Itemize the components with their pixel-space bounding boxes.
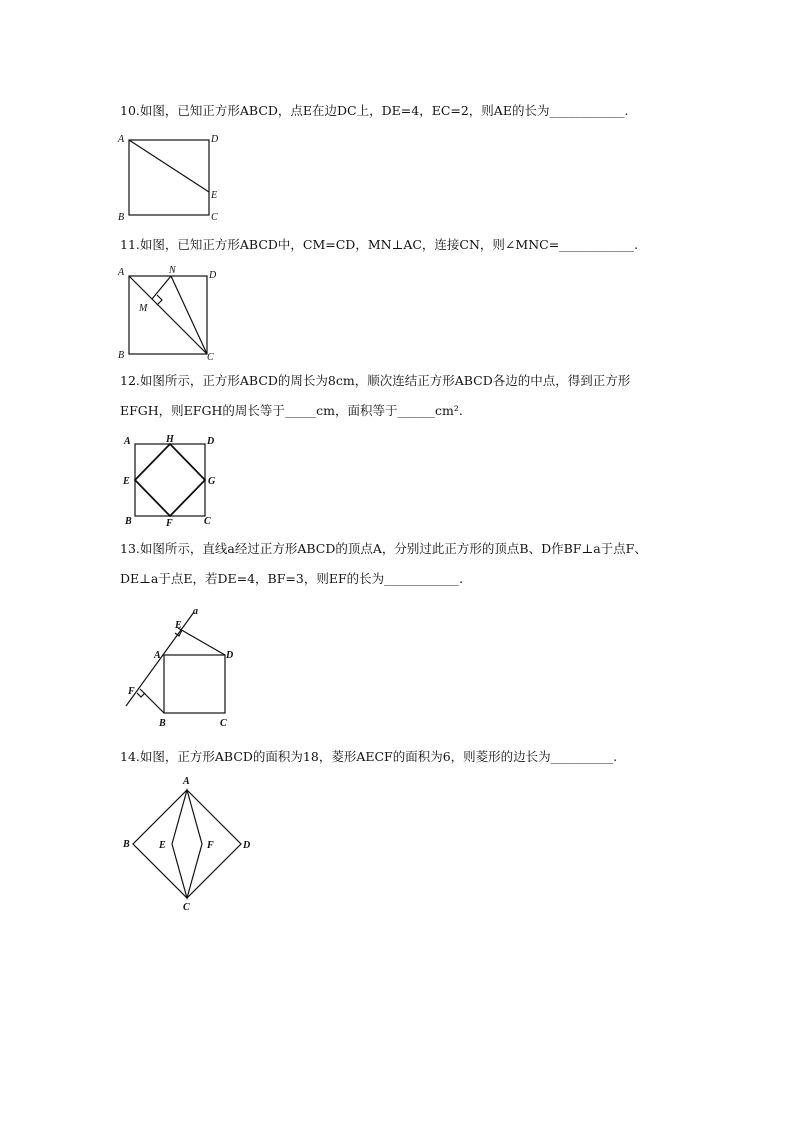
segment-nc [171, 276, 207, 354]
label-d: D [226, 650, 234, 661]
question-12-stem: EFGH，则EFGH的周长等于 [120, 403, 285, 418]
question-12-unit-2: cm². [434, 403, 463, 418]
question-13-line-2 [120, 570, 463, 588]
question-10-stem: 10.如图，已知正方形ABCD，点E在边DC上，DE=4，EC=2，则AE的长为 [120, 103, 550, 118]
question-11-figure [115, 264, 225, 362]
label-e: E [159, 840, 166, 851]
question-14-answer-blank[interactable]: __________ [550, 749, 614, 764]
label-a-line: a [193, 606, 198, 617]
label-a: A [154, 650, 161, 661]
right-angle-mark [157, 295, 162, 305]
question-12-unit-1: cm，面积等于 [316, 403, 398, 418]
question-11-period: . [634, 237, 639, 252]
question-10-figure [115, 130, 225, 225]
label-e: E [123, 476, 130, 487]
question-10-period: . [624, 103, 629, 118]
label-c: C [220, 718, 227, 729]
label-g: G [208, 476, 216, 487]
segment-ae [129, 140, 209, 192]
label-b: B [125, 516, 132, 527]
label-m: M [139, 303, 148, 314]
label-c: C [204, 516, 211, 527]
label-f: F [166, 518, 173, 528]
square-abcd [133, 790, 241, 898]
question-14-figure [115, 772, 260, 912]
label-d: D [207, 436, 215, 447]
question-12-line-2 [120, 402, 463, 420]
label-a: A [118, 134, 125, 145]
label-d: D [211, 134, 219, 145]
question-14-stem: 14.如图，正方形ABCD的面积为18，菱形AECF的面积为6，则菱形的边长为 [120, 749, 551, 764]
question-11-answer-blank[interactable]: ____________ [559, 237, 635, 252]
label-b: B [118, 350, 125, 361]
label-f: F [207, 840, 214, 851]
question-14-period: . [613, 749, 618, 764]
rhombus-aecf [172, 790, 202, 898]
label-n: N [169, 265, 176, 276]
label-c: C [211, 212, 218, 223]
label-a: A [124, 436, 131, 447]
question-12-line-1: 12.如图所示，正方形ABCD的周长为8cm，顺次连结正方形ABCD各边的中点，得到正方形 [120, 373, 631, 388]
question-11-stem: 11.如图，已知正方形ABCD中，CM=CD，MN⊥AC，连接CN，则∠MNC= [120, 237, 560, 252]
question-14-text [120, 748, 617, 766]
segment-bf [140, 689, 164, 713]
question-12-area-blank[interactable]: ______ [397, 403, 435, 418]
question-13-figure [115, 604, 240, 730]
question-13-answer-blank[interactable]: ____________ [384, 571, 460, 586]
label-h: H [166, 434, 174, 445]
label-b: B [159, 718, 166, 729]
label-a: A [183, 776, 190, 787]
label-d: D [209, 270, 217, 281]
label-b: B [123, 839, 130, 850]
label-c: C [207, 352, 214, 362]
segment-de [178, 628, 225, 655]
diagonal-ac [129, 276, 207, 354]
question-12-perimeter-blank[interactable]: _____ [284, 403, 317, 418]
segment-mn [152, 276, 171, 299]
label-d: D [243, 840, 251, 851]
square-abcd [164, 655, 225, 713]
label-b: B [118, 212, 125, 223]
right-angle-mark-f [137, 693, 145, 697]
question-13-period: . [459, 571, 464, 586]
question-10-text [120, 102, 628, 120]
label-e: E [211, 190, 218, 201]
label-f: F [128, 686, 135, 697]
label-e: E [175, 620, 182, 631]
label-c: C [183, 902, 190, 912]
square-abcd [129, 140, 209, 215]
square-abcd [135, 444, 205, 516]
question-13-line-1: 13.如图所示，直线a经过正方形ABCD的顶点A，分别过此正方形的顶点B、D作BF⊥a于点F、 [120, 541, 647, 556]
question-11-text [120, 236, 638, 254]
square-efgh [135, 444, 205, 516]
label-a: A [118, 267, 125, 278]
question-13-stem: DE⊥a于点E，若DE=4，BF=3，则EF的长为 [120, 571, 385, 586]
question-10-answer-blank[interactable]: ____________ [549, 103, 625, 118]
question-12-figure [115, 432, 225, 528]
